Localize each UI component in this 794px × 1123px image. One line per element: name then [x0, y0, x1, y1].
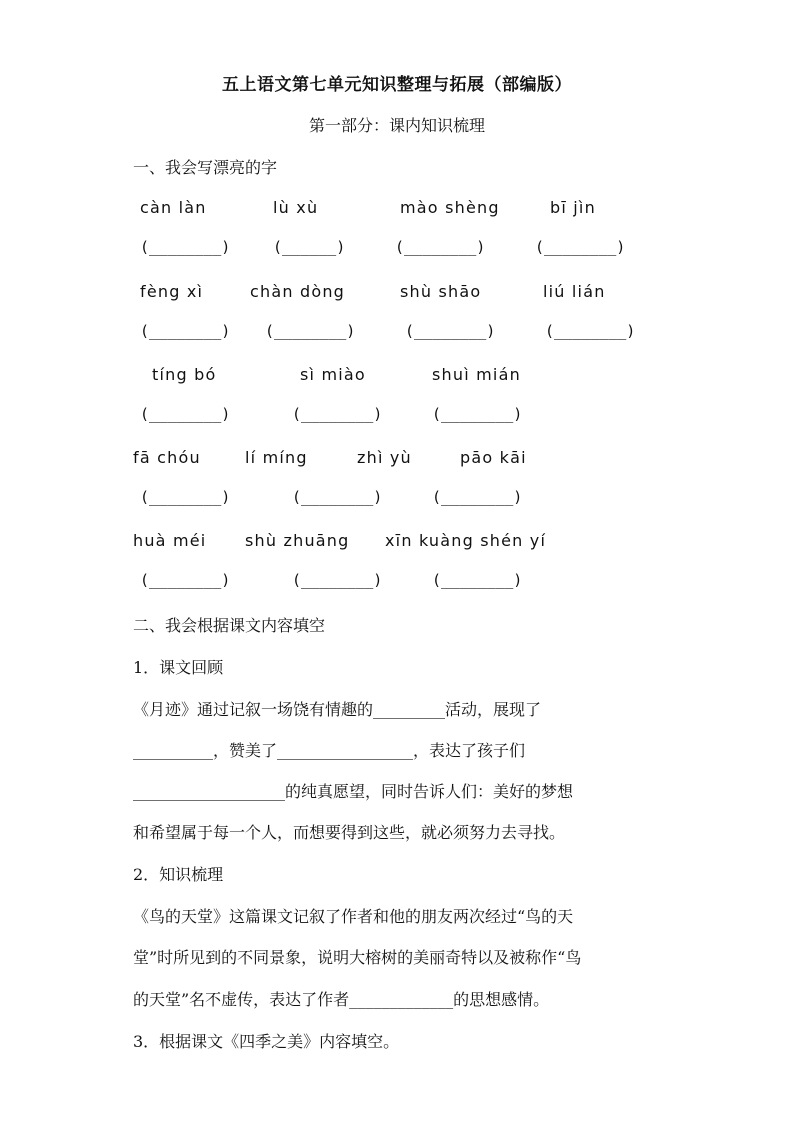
answer-blank[interactable]: (________)	[432, 488, 523, 506]
pinyin-item: shù shāo	[400, 282, 482, 301]
section-1-heading: 一、我会写漂亮的字	[133, 158, 278, 177]
pinyin-item: càn làn	[140, 198, 207, 217]
pinyin-item: fā chóu	[133, 448, 201, 467]
section-2-heading: 二、我会根据课文内容填空	[133, 616, 326, 635]
answer-blank[interactable]: (________)	[140, 405, 231, 423]
q1-line: 《月迹》通过记叙一场饶有情趣的_________活动，展现了	[133, 700, 542, 719]
q2-label: 2．知识梳理	[133, 865, 224, 884]
q1-line: __________，赞美了_________________，表达了孩子们	[133, 741, 526, 760]
pinyin-item: fèng xì	[140, 282, 204, 301]
part-heading: 第一部分：课内知识梳理	[308, 116, 485, 135]
answer-blank[interactable]: (________)	[395, 238, 486, 256]
pinyin-item: mào shèng	[400, 198, 500, 217]
pinyin-item: lù xù	[273, 198, 319, 217]
answer-blank[interactable]: (________)	[140, 488, 231, 506]
answer-blank[interactable]: (________)	[292, 488, 383, 506]
answer-blank[interactable]: (________)	[140, 238, 231, 256]
pinyin-item: liú lián	[543, 282, 606, 301]
answer-blank[interactable]: (________)	[405, 322, 496, 340]
q3-label: 3．根据课文《四季之美》内容填空。	[133, 1032, 400, 1051]
answer-blank[interactable]: (________)	[292, 405, 383, 423]
pinyin-item: lí míng	[245, 448, 308, 467]
pinyin-item: pāo kāi	[460, 448, 527, 467]
answer-blank[interactable]: (________)	[265, 322, 356, 340]
page-title: 五上语文第七单元知识整理与拓展（部编版）	[222, 75, 572, 95]
pinyin-item: shù zhuāng	[245, 531, 350, 550]
answer-blank[interactable]: (________)	[432, 571, 523, 589]
answer-blank[interactable]: (________)	[140, 571, 231, 589]
pinyin-item: xīn kuàng shén yí	[385, 531, 547, 550]
pinyin-item: chàn dòng	[250, 282, 346, 301]
pinyin-item: bī jìn	[550, 198, 596, 217]
q2-line: 堂”时所见到的不同景象，说明大榕树的美丽奇特以及被称作“鸟	[133, 948, 582, 967]
pinyin-item: shuì mián	[432, 365, 521, 384]
answer-blank[interactable]: (________)	[432, 405, 523, 423]
pinyin-item: tíng bó	[152, 365, 217, 384]
q1-label: 1．课文回顾	[133, 658, 224, 677]
q1-line: ___________________的纯真愿望，同时告诉人们：美好的梦想	[133, 782, 574, 801]
answer-blank[interactable]: (________)	[535, 238, 626, 256]
pinyin-item: zhì yù	[357, 448, 412, 467]
pinyin-item: sì miào	[300, 365, 366, 384]
q2-line: 《鸟的天堂》这篇课文记叙了作者和他的朋友两次经过“鸟的天	[133, 907, 574, 926]
pinyin-item: huà méi	[133, 531, 207, 550]
answer-blank[interactable]: (________)	[292, 571, 383, 589]
q2-line: 的天堂”名不虚传，表达了作者_____________的思想感情。	[133, 990, 550, 1009]
answer-blank[interactable]: (______)	[273, 238, 346, 256]
answer-blank[interactable]: (________)	[140, 322, 231, 340]
answer-blank[interactable]: (________)	[545, 322, 636, 340]
q1-line: 和希望属于每一个人，而想要得到这些，就必须努力去寻找。	[133, 823, 566, 842]
